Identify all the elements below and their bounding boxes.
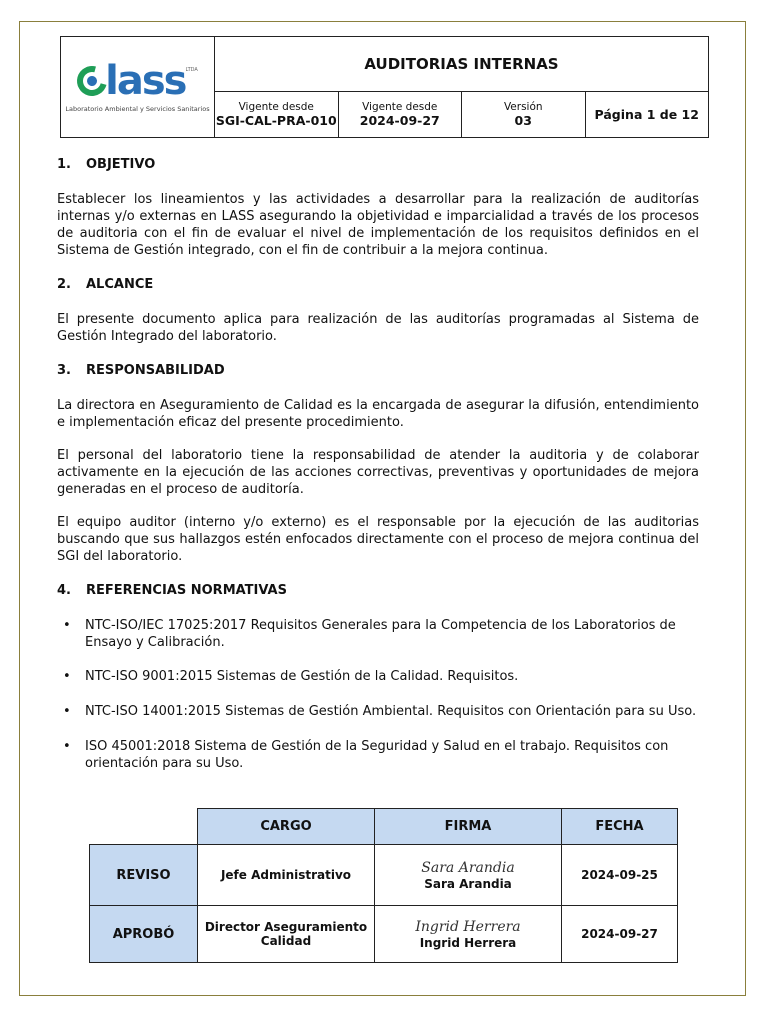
signer-name: Sara Arandia: [424, 876, 512, 891]
signer-name: Ingrid Herrera: [419, 935, 517, 950]
version-cell: [462, 92, 586, 138]
section-alcance-title: 2. ALCANCE: [57, 277, 154, 292]
date-cell: [338, 92, 462, 138]
table-row: [90, 845, 678, 906]
section-referencias-title: 4. REFERENCIAS NORMATIVAS: [57, 583, 287, 598]
page-number: Página 1 de 12: [585, 92, 709, 138]
company-logo: [61, 37, 214, 137]
section-responsabilidad-title: 3. RESPONSABILIDAD: [57, 363, 225, 378]
table-row: [90, 906, 678, 963]
section-objetivo-title: 1. OBJETIVO: [57, 157, 156, 172]
header-firma: FIRMA: [375, 809, 562, 845]
table-corner: [90, 809, 198, 845]
logo-subtitle: Laboratorio Ambiental y Servicios Sanitarios: [65, 105, 210, 113]
section-alcance-text: El presente documento aplica para realización de las auditorías programadas al Sistema de Gestión Integrado del laboratorio.: [57, 312, 699, 344]
date-label: Vigente desde: [362, 101, 438, 113]
list-item: • NTC-ISO 9001:2015 Sistemas de Gestión de la Calidad. Requisitos.: [63, 669, 519, 684]
row-label-aprobo: APROBÓ: [90, 906, 198, 963]
responsabilidad-paragraph-2: El personal del laboratorio tiene la responsabilidad de atender la auditoria y de colaborar activamente en la ejecución de las acciones correctivas, preventivas y oportunidades de mejora generadas en el proceso de auditoría.: [57, 448, 699, 497]
list-item: • NTC-ISO 14001:2015 Sistemas de Gestión Ambiental. Requisitos con Orientación para su Uso.: [63, 704, 697, 719]
code-cell: [215, 92, 339, 138]
firma-cell: [375, 906, 562, 963]
document-code: SGI-CAL-PRA-010: [215, 113, 337, 128]
firma-cell: [375, 845, 562, 906]
section-objetivo-text: Establecer los lineamientos y las actividades a desarrollar para la realización de auditorías internas y/o externas en LASS asegurando la objetividad e imparcialidad a través de los procesos de auditoria con el fin de evaluar el nivel de implementación de los requisitos definidos en el Sistema de Gestión integrado, con el fin de contribuir a la mejora continua.: [57, 192, 699, 258]
fecha-cell: 2024-09-27: [562, 906, 678, 963]
cargo-cell: Director Aseguramiento Calidad: [198, 906, 375, 963]
document-body: [57, 156, 699, 772]
row-label-reviso: REVISO: [90, 845, 198, 906]
document-title: AUDITORIAS INTERNAS: [215, 37, 709, 92]
responsabilidad-paragraph-1: La directora en Aseguramiento de Calidad es la encargada de asegurar la difusión, entendimiento e implementación eficaz del presente procedimiento.: [57, 398, 699, 430]
responsabilidad-paragraph-3: El equipo auditor (interno y/o externo) es el responsable por la ejecución de las auditorias buscando que sus hallazgos estén enfocados directamente con el proceso de mejora continua del SGI del laboratorio.: [57, 515, 699, 564]
logo-wordmark: lass: [105, 58, 186, 104]
handwritten-signature: Ingrid Herrera: [415, 918, 521, 935]
handwritten-signature: Sara Arandia: [421, 859, 515, 876]
code-label: Vigente desde: [238, 101, 314, 113]
fecha-cell: 2024-09-25: [562, 845, 678, 906]
document-header: [60, 36, 709, 138]
cargo-cell: Jefe Administrativo: [198, 845, 375, 906]
header-fecha: FECHA: [562, 809, 678, 845]
list-item: • ISO 45001:2018 Sistema de Gestión de la Seguridad y Salud en el trabajo. Requisitos con orientación para su Uso.: [63, 739, 669, 771]
header-cargo: CARGO: [198, 809, 375, 845]
logo-ltda: LTDA: [185, 67, 198, 73]
version-number: 03: [514, 113, 532, 128]
approval-table: [89, 808, 678, 963]
logo-cell: [61, 37, 215, 138]
version-label: Versión: [503, 101, 543, 113]
list-item: • NTC-ISO/IEC 17025:2017 Requisitos Generales para la Competencia de los Laboratorios de Ensayo y Calibración.: [63, 618, 676, 650]
effective-date: 2024-09-27: [359, 113, 440, 128]
